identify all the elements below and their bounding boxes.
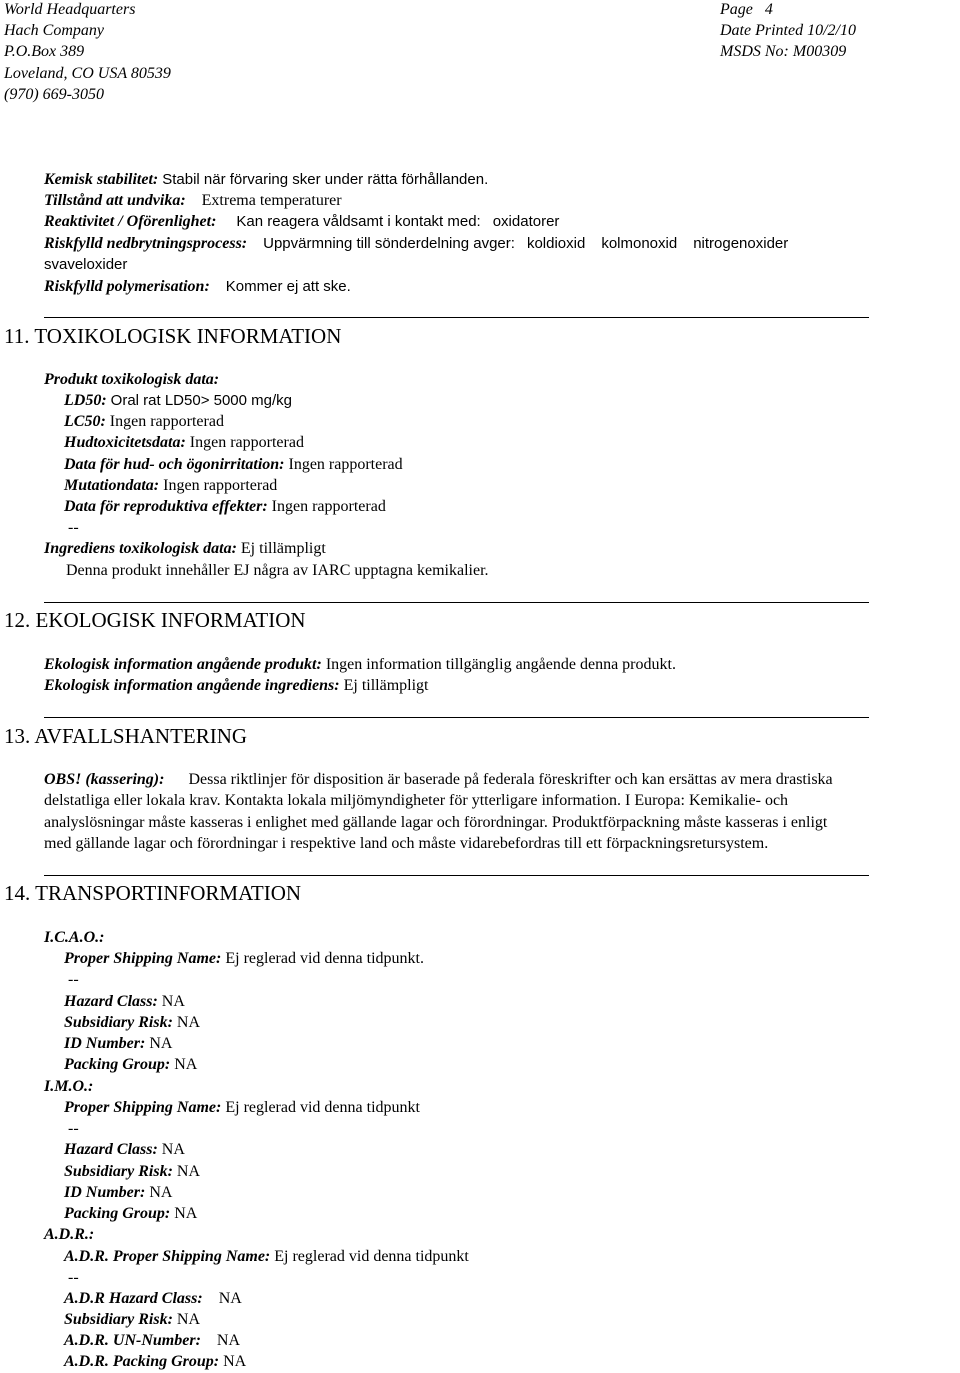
field-value: Ej reglerad vid denna tidpunkt xyxy=(225,1099,420,1116)
adr-heading: A.D.R.: xyxy=(44,1226,95,1243)
header-line: World Headquarters xyxy=(4,1,136,18)
field-value: koldioxid xyxy=(526,235,586,252)
ld50-row xyxy=(64,393,292,409)
imo-packing-row xyxy=(64,1206,197,1222)
field-value: NA xyxy=(176,1311,201,1328)
field-label: Ekologisk information angående ingrediens: xyxy=(44,677,340,694)
field-value: Ingen rapporterad xyxy=(271,498,386,515)
field-label: A.D.R. UN-Number: xyxy=(64,1332,201,1349)
field-label: A.D.R Hazard Class: xyxy=(64,1290,203,1307)
field-label: LD50: xyxy=(64,392,107,409)
field-value: Oral rat LD50> 5000 mg/kg xyxy=(110,392,293,409)
field-value: NA xyxy=(161,993,185,1010)
field-value: Ingen rapporterad xyxy=(288,456,403,473)
field-label: Data för hud- och ögonirritation: xyxy=(64,456,285,473)
field-label: A.D.R. Packing Group: xyxy=(64,1353,220,1370)
icao-psn-row xyxy=(64,951,424,967)
icao-id-row xyxy=(64,1036,172,1052)
imo-subsidiary-row xyxy=(64,1164,200,1180)
field-label: Packing Group: xyxy=(64,1205,171,1222)
eko-ingrediens-row xyxy=(44,678,428,694)
field-label: Hazard Class: xyxy=(64,993,158,1010)
header-line: Hach Company xyxy=(4,22,104,39)
section-heading: 11. TOXIKOLOGISK INFORMATION xyxy=(4,324,342,348)
field-label: ID Number: xyxy=(64,1035,146,1052)
field-value: Ingen rapporterad xyxy=(189,434,304,451)
field-value: NA xyxy=(223,1353,247,1370)
nedbrytning-row xyxy=(44,236,788,252)
polymerisation-row xyxy=(44,279,351,295)
field-label: Reaktivitet / Oförenlighet: xyxy=(44,213,217,230)
field-label: LC50: xyxy=(64,413,106,430)
field-label: Tillstånd att undvika: xyxy=(44,192,186,209)
field-value: Ingen information tillgänglig angående denna produkt. xyxy=(325,656,676,673)
iarc-note: Denna produkt innehåller EJ några av IARC upptagna kemikalier. xyxy=(66,562,489,579)
field-value: Stabil när förvaring sker under rätta förhållanden. xyxy=(162,171,489,188)
adr-hazard-row xyxy=(64,1291,242,1307)
lc50-row xyxy=(64,414,224,430)
separator-dash: -- xyxy=(68,1120,79,1137)
field-label: Kemisk stabilitet: xyxy=(44,171,159,188)
field-value: Kan reagera våldsamt i kontakt med: xyxy=(236,213,481,230)
field-value: Ej reglerad vid denna tidpunkt. xyxy=(225,950,424,967)
field-label: Mutationdata: xyxy=(64,477,160,494)
field-value: NA xyxy=(161,1141,185,1158)
header-line: Loveland, CO USA 80539 xyxy=(4,65,171,82)
obs-text-line: delstatliga eller lokala krav. Kontakta lokala miljömyndigheter för ytterligare information. I Europa: Kemikalie- och xyxy=(44,792,789,809)
field-label: Proper Shipping Name: xyxy=(64,1099,222,1116)
section-heading: 12. EKOLOGISK INFORMATION xyxy=(4,608,306,632)
field-value: NA xyxy=(176,1163,201,1180)
obs-text-line: analyslösningar måste kasseras i enlighet med gällande lagar och förordningar. Produktförpackning måste kasseras i enligt xyxy=(44,814,828,831)
icao-packing-row xyxy=(64,1057,197,1073)
field-label: A.D.R. Proper Shipping Name: xyxy=(64,1248,271,1265)
kemisk-stabilitet-row xyxy=(44,172,488,188)
field-label: Produkt toxikologisk data: xyxy=(44,371,220,388)
header-line: (970) 669-3050 xyxy=(4,86,104,103)
adr-packing-row xyxy=(64,1354,246,1370)
field-label: Proper Shipping Name: xyxy=(64,950,222,967)
hud-row xyxy=(64,435,304,451)
field-label: Subsidiary Risk: xyxy=(64,1163,173,1180)
date-printed: Date Printed 10/2/10 xyxy=(720,22,856,39)
separator-dash: -- xyxy=(68,971,79,988)
field-label: Subsidiary Risk: xyxy=(64,1311,173,1328)
field-value: nitrogenoxider xyxy=(693,235,789,252)
reaktivitet-row xyxy=(44,214,559,230)
msds-number: MSDS No: M00309 xyxy=(720,43,847,60)
ogon-row xyxy=(64,457,403,473)
field-label: Ekologisk information angående produkt: xyxy=(44,656,322,673)
field-value: Kommer ej att ske. xyxy=(225,278,351,295)
mutation-row xyxy=(64,478,277,494)
page-number: 4 xyxy=(764,1,773,18)
field-value: Ingen rapporterad xyxy=(163,477,278,494)
repro-row xyxy=(64,499,386,515)
field-value: NA xyxy=(176,1014,201,1031)
section-divider xyxy=(44,602,869,603)
obs-row xyxy=(44,772,833,788)
field-value: NA xyxy=(149,1035,173,1052)
field-label: Riskfylld polymerisation: xyxy=(44,278,210,295)
imo-id-row xyxy=(64,1185,172,1201)
adr-subsidiary-row xyxy=(64,1312,200,1328)
ingrediens-row xyxy=(44,541,326,557)
field-value: Ej reglerad vid denna tidpunkt xyxy=(274,1248,469,1265)
section-heading: 14. TRANSPORTINFORMATION xyxy=(4,881,302,905)
adr-un-row xyxy=(64,1333,240,1349)
field-label: Data för reproduktiva effekter: xyxy=(64,498,268,515)
field-label: OBS! (kassering): xyxy=(44,771,165,788)
field-label: Subsidiary Risk: xyxy=(64,1014,173,1031)
field-value: Extrema temperaturer xyxy=(201,192,342,209)
field-value: Uppvärmning till sönderdelning avger: xyxy=(263,235,515,252)
icao-hazard-row xyxy=(64,994,185,1010)
field-value: NA xyxy=(216,1332,240,1349)
field-value: NA xyxy=(174,1056,198,1073)
field-value: Dessa riktlinjer för disposition är baserade på federala föreskrifter och kan ersättas av mera drastiska xyxy=(188,771,833,788)
icao-heading: I.C.A.O.: xyxy=(44,929,105,946)
field-value: Ej tillämpligt xyxy=(240,540,326,557)
icao-subsidiary-row xyxy=(64,1015,200,1031)
imo-hazard-row xyxy=(64,1142,185,1158)
page-indicator xyxy=(720,2,773,18)
field-value: NA xyxy=(174,1205,198,1222)
field-label: Riskfylld nedbrytningsprocess: xyxy=(44,235,248,252)
field-value: Ej tillämpligt xyxy=(343,677,429,694)
obs-text-line: med gällande lagar och förordningar i respektive land och måste vidarebefordras till ett förpackningsretursystem. xyxy=(44,835,769,852)
section-heading: 13. AVFALLSHANTERING xyxy=(4,724,248,748)
section-divider xyxy=(44,717,869,718)
nedbrytning-cont: svaveloxider xyxy=(44,256,128,273)
field-label: ID Number: xyxy=(64,1184,146,1201)
field-label: Packing Group: xyxy=(64,1056,171,1073)
field-value: NA xyxy=(149,1184,173,1201)
separator-dash: -- xyxy=(68,1269,79,1286)
header-line: P.O.Box 389 xyxy=(4,43,85,60)
imo-psn-row xyxy=(64,1100,420,1116)
field-value: kolmonoxid xyxy=(601,235,678,252)
field-label: Hazard Class: xyxy=(64,1141,158,1158)
field-label: Hudtoxicitetsdata: xyxy=(64,434,186,451)
field-value: oxidatorer xyxy=(492,213,560,230)
page-label: Page xyxy=(720,1,753,18)
section-divider xyxy=(44,317,869,318)
field-value: Ingen rapporterad xyxy=(109,413,224,430)
eko-produkt-row xyxy=(44,657,676,673)
tillstand-row xyxy=(44,193,342,209)
field-value: NA xyxy=(218,1290,242,1307)
section-divider xyxy=(44,875,869,876)
adr-psn-row xyxy=(64,1249,469,1265)
separator-dash: -- xyxy=(68,519,79,536)
imo-heading: I.M.O.: xyxy=(44,1078,94,1095)
field-label: Ingrediens toxikologisk data: xyxy=(44,540,237,557)
